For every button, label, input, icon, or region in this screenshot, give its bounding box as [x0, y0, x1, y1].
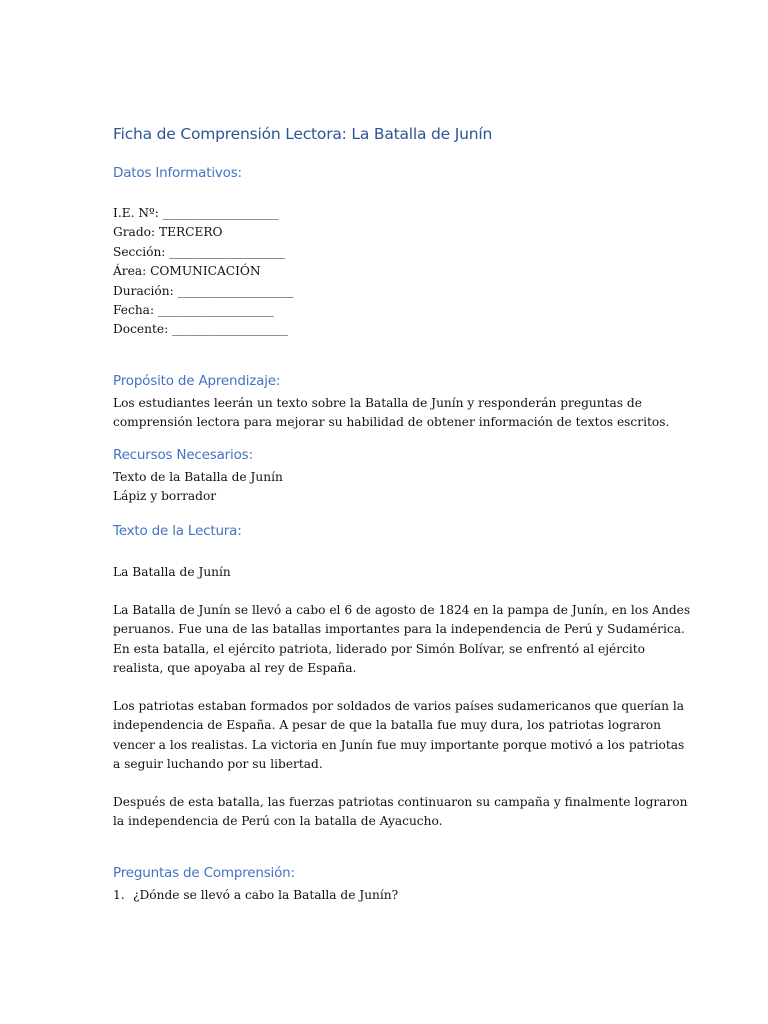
heading-datos-informativos: Datos Informativos: — [113, 165, 242, 181]
heading-proposito: Propósito de Aprendizaje: — [113, 373, 281, 389]
info-docente: Docente: ___________________ — [113, 322, 288, 337]
lectura-paragraph-3 — [113, 793, 688, 832]
lectura-line: peruanos. Fue una de las batallas importantes para la independencia de Perú y Sudamérica. — [113, 622, 685, 637]
lectura-line: realista, que apoyaba al rey de España. — [113, 661, 357, 676]
recurso-item: Lápiz y borrador — [113, 489, 217, 504]
datos-informativos-list — [113, 204, 293, 340]
pregunta-text: ¿Dónde se llevó a cabo la Batalla de Junín? — [133, 888, 399, 902]
info-ie: I.E. Nº: ___________________ — [113, 206, 279, 220]
proposito-paragraph — [113, 394, 670, 433]
recurso-item: Texto de la Batalla de Junín — [113, 470, 283, 484]
lectura-title: La Batalla de Junín — [113, 565, 231, 579]
pregunta-number: 1. — [113, 888, 125, 902]
heading-recursos: Recursos Necesarios: — [113, 447, 253, 463]
document-title: Ficha de Comprensión Lectora: La Batalla de Junín — [113, 125, 493, 143]
lectura-line: a seguir luchando por su libertad. — [113, 757, 323, 772]
info-area: Área: COMUNICACIÓN — [113, 264, 261, 279]
lectura-line: Después de esta batalla, las fuerzas patriotas continuaron su campaña y finalmente lograron — [113, 795, 688, 809]
lectura-line: Los patriotas estaban formados por soldados de varios países sudamericanos que querían la — [113, 699, 685, 713]
lectura-line: la independencia de Perú con la batalla de Ayacucho. — [113, 814, 443, 829]
heading-texto-lectura: Texto de la Lectura: — [113, 523, 242, 539]
lectura-line: En esta batalla, el ejército patriota, liderado por Simón Bolívar, se enfrentó al ejército — [113, 641, 645, 656]
lectura-paragraph-1 — [113, 601, 691, 679]
recursos-list — [113, 468, 283, 507]
info-fecha: Fecha: ___________________ — [113, 303, 274, 318]
lectura-line: independencia de España. A pesar de que la batalla fue muy dura, los patriotas lograron — [113, 718, 661, 733]
lectura-paragraph-2 — [113, 697, 685, 775]
lectura-line: La Batalla de Junín se llevó a cabo el 6 de agosto de 1824 en la pampa de Junín, en los Andes — [113, 603, 691, 617]
info-grado: Grado: TERCERO — [113, 225, 223, 240]
proposito-line: comprensión lectora para mejorar su habilidad de obtener información de textos escritos. — [113, 415, 670, 430]
info-seccion: Sección: ___________________ — [113, 244, 286, 259]
lectura-line: vencer a los realistas. La victoria en Junín fue muy importante porque motivó a los patriotas — [113, 737, 685, 752]
pregunta-item — [113, 886, 398, 905]
info-duracion: Duración: ___________________ — [113, 283, 294, 298]
proposito-line: Los estudiantes leerán un texto sobre la Batalla de Junín y responderán preguntas de — [113, 396, 642, 410]
heading-preguntas: Preguntas de Comprensión: — [113, 865, 295, 881]
